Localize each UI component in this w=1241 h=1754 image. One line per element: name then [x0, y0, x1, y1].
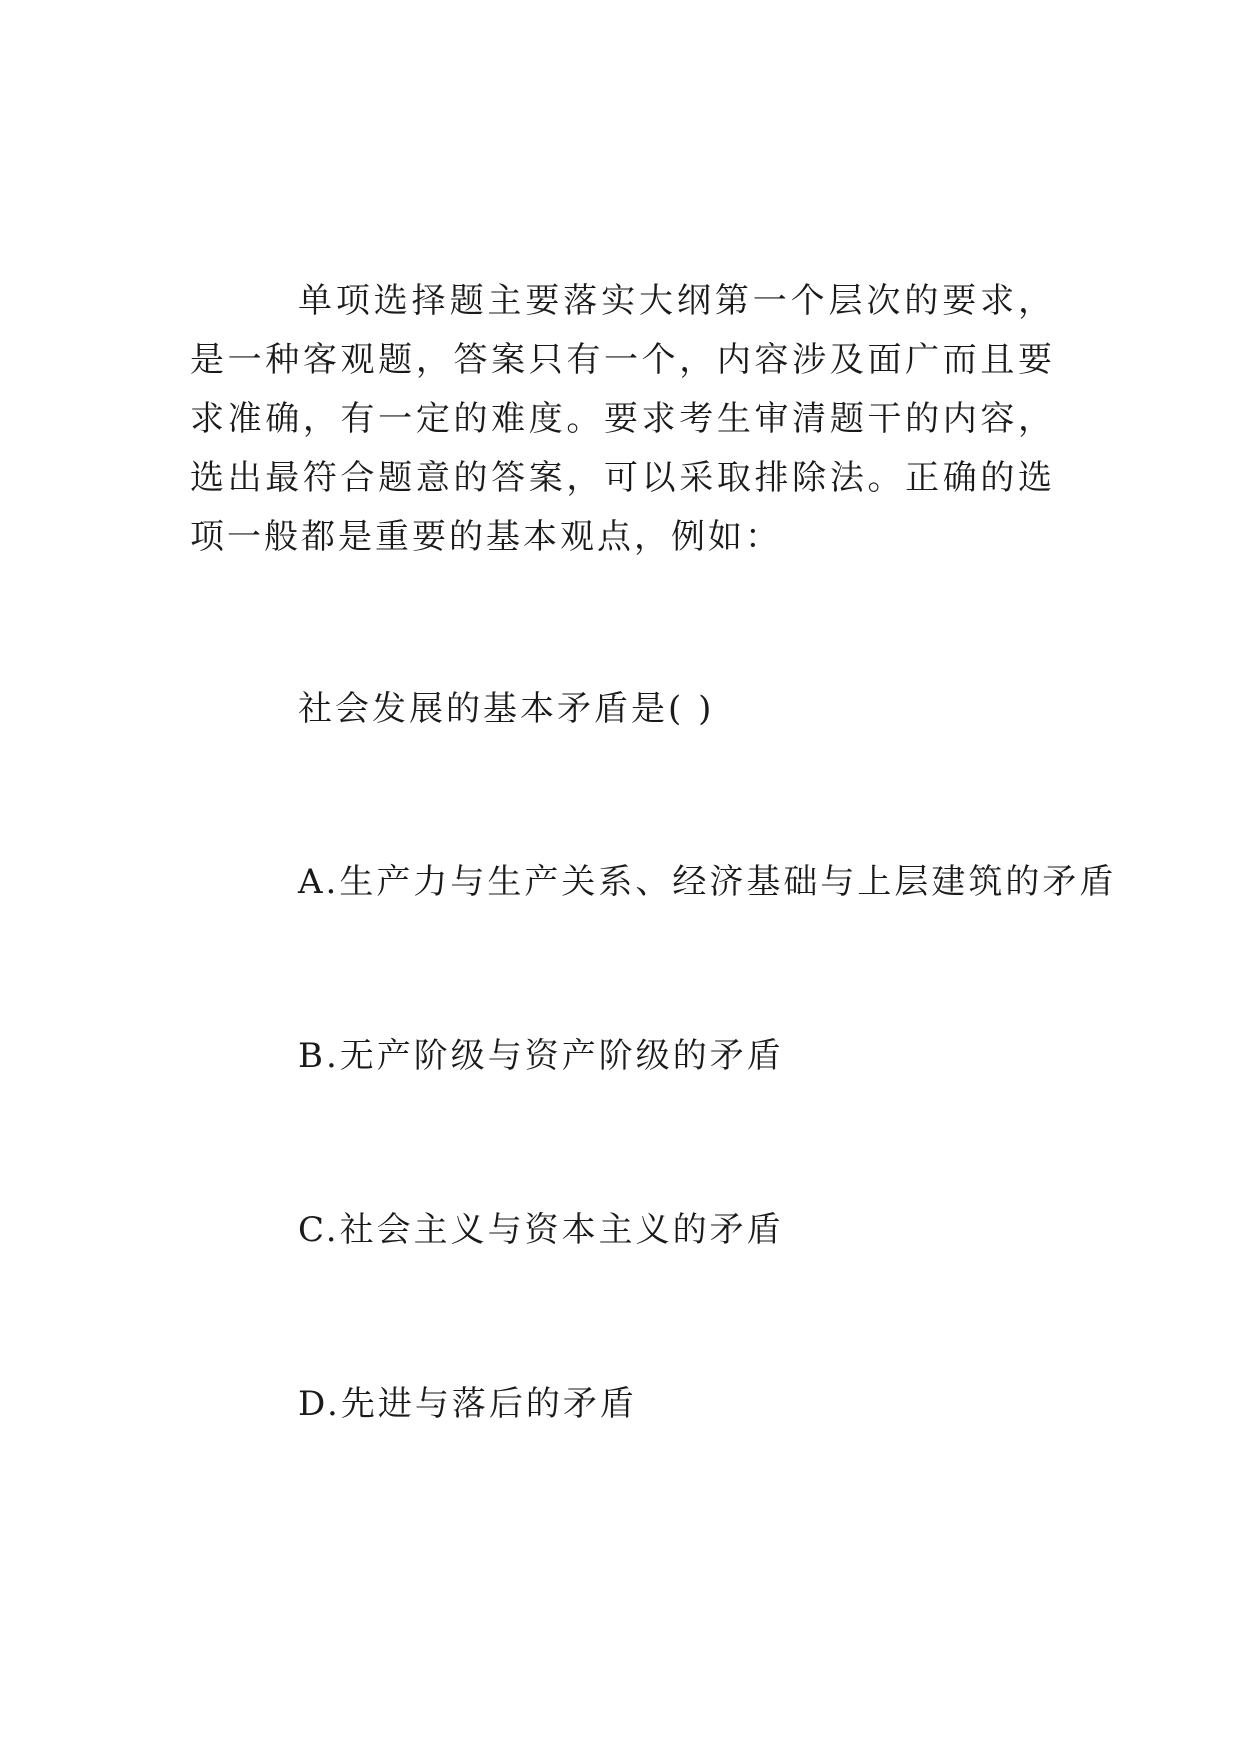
option-a: A.生产力与生产关系、经济基础与上层建筑的矛盾: [298, 862, 1117, 902]
intro-paragraph: 单项选择题主要落实大纲第一个层次的要求，是一种客观题，答案只有一个，内容涉及面广而且要求准确，有一定的难度。要求考生审清题干的内容，选出最符合题意的答案，可以采取排除法。正确的选项一般都是重要的基本观点，例如：: [190, 281, 1055, 557]
option-c: C.社会主义与资本主义的矛盾: [298, 1210, 784, 1250]
question-stem: 社会发展的基本矛盾是( ): [298, 689, 715, 729]
option-b: B.无产阶级与资产阶级的矛盾: [298, 1036, 784, 1076]
option-d: D.先进与落后的矛盾: [298, 1384, 637, 1424]
